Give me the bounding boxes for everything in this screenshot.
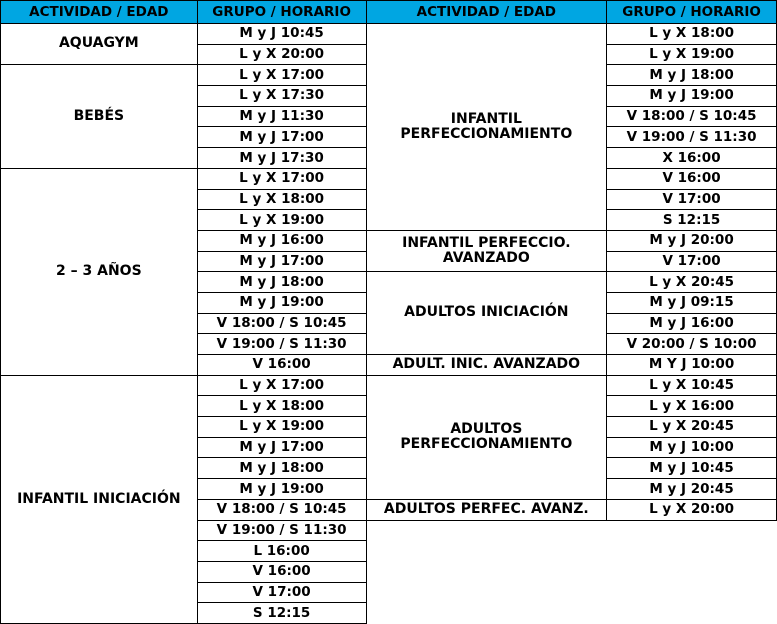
left-schedule-cell: L y X 19:00 [197,210,366,231]
empty-cell [607,582,777,603]
right-schedule-cell: L y X 20:00 [607,499,777,520]
left-activity-cell: AQUAGYM [1,24,198,65]
right-schedule-cell: M y J 09:15 [607,292,777,313]
left-schedule-cell: L y X 17:30 [197,86,366,107]
left-schedule-cell: V 18:00 / S 10:45 [197,499,366,520]
left-schedule-cell: V 19:00 / S 11:30 [197,334,366,355]
right-schedule-cell: V 19:00 / S 11:30 [607,127,777,148]
right-schedule-cell: L y X 16:00 [607,396,777,417]
right-schedule-cell: V 18:00 / S 10:45 [607,106,777,127]
right-schedule-cell: X 16:00 [607,148,777,169]
right-schedule-cell: V 17:00 [607,251,777,272]
empty-cell [607,561,777,582]
left-schedule-cell: V 18:00 / S 10:45 [197,313,366,334]
header-activity-right: ACTIVIDAD / EDAD [366,1,607,24]
right-schedule-cell: S 12:15 [607,210,777,231]
left-schedule-cell: S 12:15 [197,603,366,624]
right-activity-cell: ADULT. INIC. AVANZADO [366,355,607,376]
left-schedule-cell: M y J 19:00 [197,479,366,500]
header-schedule-right: GRUPO / HORARIO [607,1,777,24]
header-schedule-left: GRUPO / HORARIO [197,1,366,24]
left-schedule-cell: M y J 18:00 [197,458,366,479]
left-schedule-cell: L y X 18:00 [197,396,366,417]
empty-cell [366,582,607,603]
left-schedule-cell: M y J 19:00 [197,292,366,313]
empty-cell [607,603,777,624]
right-schedule-cell: M y J 10:45 [607,458,777,479]
left-schedule-cell: M y J 18:00 [197,272,366,293]
right-schedule-cell: L y X 20:45 [607,272,777,293]
empty-cell [607,520,777,541]
left-schedule-cell: V 16:00 [197,561,366,582]
left-schedule-cell: M y J 17:30 [197,148,366,169]
right-activity-cell: ADULTOS INICIACIÓN [366,272,607,355]
left-schedule-cell: V 19:00 / S 11:30 [197,520,366,541]
table-row [1,24,777,45]
left-activity-cell: BEBÉS [1,65,198,168]
left-schedule-cell: L y X 20:00 [197,44,366,65]
empty-cell [366,603,607,624]
right-schedule-cell: V 17:00 [607,189,777,210]
right-schedule-cell: M Y J 10:00 [607,355,777,376]
right-activity-cell: INFANTIL PERFECCIONAMIENTO [366,24,607,231]
left-schedule-cell: V 16:00 [197,355,366,376]
right-schedule-cell: M y J 20:00 [607,230,777,251]
right-activity-cell: ADULTOS PERFECCIONAMIENTO [366,375,607,499]
right-schedule-cell: L y X 10:45 [607,375,777,396]
left-schedule-cell: M y J 17:00 [197,127,366,148]
empty-cell [366,561,607,582]
left-activity-cell: 2 – 3 AÑOS [1,168,198,375]
left-schedule-cell: M y J 10:45 [197,24,366,45]
empty-cell [366,520,607,541]
right-schedule-cell: M y J 19:00 [607,86,777,107]
right-activity-cell: INFANTIL PERFECCIO. AVANZADO [366,230,607,271]
right-schedule-cell: M y J 18:00 [607,65,777,86]
empty-cell [607,541,777,562]
left-schedule-cell: L y X 19:00 [197,417,366,438]
left-schedule-cell: L y X 17:00 [197,375,366,396]
left-schedule-cell: L y X 17:00 [197,168,366,189]
right-schedule-cell: L y X 20:45 [607,417,777,438]
right-schedule-cell: M y J 10:00 [607,437,777,458]
right-schedule-cell: L y X 18:00 [607,24,777,45]
right-schedule-cell: V 20:00 / S 10:00 [607,334,777,355]
right-schedule-cell: L y X 19:00 [607,44,777,65]
left-schedule-cell: L y X 17:00 [197,65,366,86]
table-row [1,375,777,396]
left-schedule-cell: L y X 18:00 [197,189,366,210]
header-row [1,1,777,24]
header-activity-left: ACTIVIDAD / EDAD [1,1,198,24]
left-schedule-cell: M y J 17:00 [197,437,366,458]
right-activity-cell: ADULTOS PERFEC. AVANZ. [366,499,607,520]
empty-cell [366,541,607,562]
left-schedule-cell: V 17:00 [197,582,366,603]
right-schedule-cell: M y J 16:00 [607,313,777,334]
left-schedule-cell: L 16:00 [197,541,366,562]
left-activity-cell: INFANTIL INICIACIÓN [1,375,198,623]
right-schedule-cell: V 16:00 [607,168,777,189]
right-schedule-cell: M y J 20:45 [607,479,777,500]
left-schedule-cell: M y J 16:00 [197,230,366,251]
left-schedule-cell: M y J 11:30 [197,106,366,127]
left-schedule-cell: M y J 17:00 [197,251,366,272]
